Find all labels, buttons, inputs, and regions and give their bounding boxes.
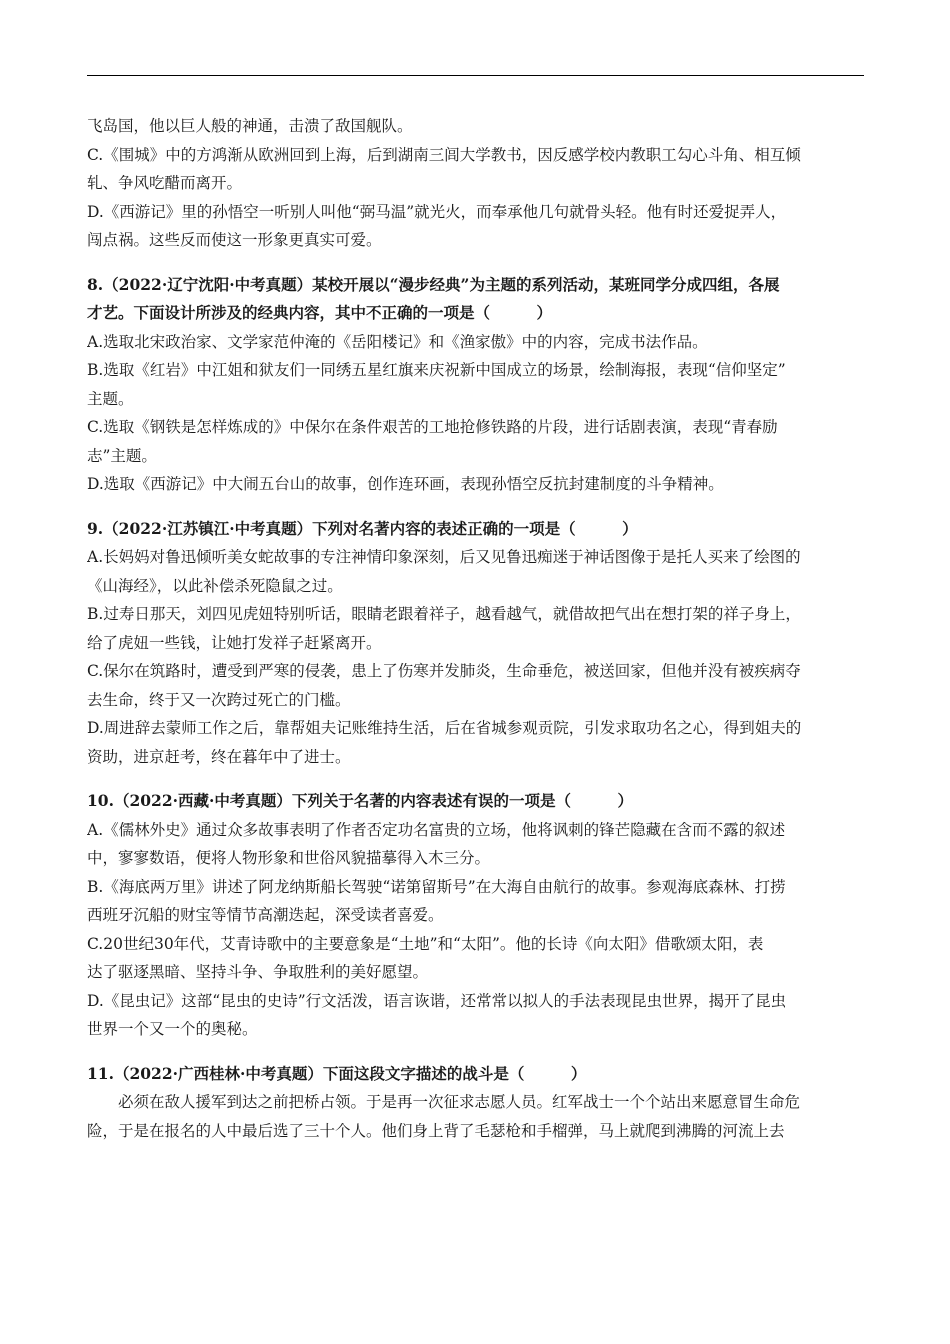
text-line: 资助，进京赶考，终在暮年中了进士。 [87,747,351,766]
text-line: 飞岛国，他以巨人般的神通，击溃了敌国舰队。 [87,117,413,135]
question-title: 11.（2022·广西桂林·中考真题）下面这段文字描述的战斗是（ ） [87,1063,587,1083]
option-b: B.选取《红岩》中江姐和狱友们一同绣五星红旗来庆祝新中国成立的场景，绘制海报，表现“信仰坚定” [87,361,786,379]
option-b: B.《海底两万里》讲述了阿龙纳斯船长驾驶“诺第留斯号”在大海自由航行的故事。参观海底森林、打捞 [87,877,786,896]
option-d: D.《昆虫记》这部“昆虫的史诗”行文活泼，语言诙谐，还常常以拟人的手法表现昆虫世界，揭开了昆虫 [87,991,787,1010]
passage-line: 必须在敌人援军到达之前把桥占领。于是再一次征求志愿人员。红军战士一个个站出来愿意冒生命危 [118,1093,801,1111]
option-d: D.周进辞去蒙师工作之后，靠帮姐夫记账维持生活，后在省城参观贡院，引发求取功名之心，得到姐夫的 [87,719,802,737]
title-text: 的一项是（ ） [498,518,638,538]
header-rule [87,75,864,76]
question-title [87,515,864,544]
text-line: 《山海经》，以此补偿杀死隐鼠之过。 [87,576,343,595]
option-a: A.长妈妈对鲁迅倾听美女蛇故事的专注神情印象深刻，后又见鲁迅痴迷于神话图像于是托人买来了绘图的 [87,548,801,566]
question-title: 8.（2022·辽宁沈阳·中考真题）某校开展以“漫步经典”为主题的系列活动，某班同学分成四组，各展 [87,274,780,294]
emphasis-char: 误 [477,791,494,810]
question-title: 才艺。下面设计所涉及的经典内容，其中不正确的一项是（ ） [87,303,553,322]
option-c: C.20世纪30年代，艾青诗歌中的主要意象是“土地”和“太阳”。他的长诗《向太阳》借歌颂太阳，表 [87,934,764,953]
text-line: 主题。 [87,389,134,408]
question-9 [87,515,864,772]
text-line: 轧、争风吃醋而离开。 [87,174,243,192]
emphasis-char: 有 [462,791,478,810]
text-line: 达了驱逐黑暗、坚持斗争、争取胜利的美好愿望。 [87,963,429,981]
text-line: 去生命，终于又一次跨过死亡的门槛。 [87,690,351,709]
question-title [87,787,864,816]
option-a: A.《儒林外史》通过众多故事表明了作者否定功名富贵的立场，他将讽刺的锋芒隐藏在含而不露的叙述 [87,820,786,839]
text-line: 给了虎妞一些钱，让她打发祥子赶紧离开。 [87,633,382,652]
title-text: 9.（2022·江苏镇江·中考真题）下列对名著内容的表述 [87,518,468,538]
passage-line: 险，于是在报名的人中最后选了三十个人。他们身上背了毛瑟枪和手榴弹，马上就爬到沸腾的河流上去 [87,1121,785,1140]
option-c: C.《围城》中的方鸿渐从欧洲回到上海，后到湖南三闾大学教书，因反感学校内教职工勾心斗角、相互倾 [87,145,801,164]
option-d: D.选取《西游记》中大闹五台山的故事，创作连环画，表现孙悟空反抗封建制度的斗争精神。 [87,475,724,493]
page-content [87,112,864,1145]
text-line: 闯点祸。这些反而使这一形象更真实可爱。 [87,231,382,249]
option-c: C.保尔在筑路时，遭受到严寒的侵袭，患上了伤寒并发肺炎，生命垂危，被送回家，但他并没有被疾病夺 [87,662,801,680]
question-11 [87,1060,864,1146]
question-10 [87,787,864,1044]
question-8 [87,271,864,499]
text-line: 世界一个又一个的奥秘。 [87,1020,258,1038]
text-line: 西班牙沉船的财宝等情节高潮迭起，深受读者喜爱。 [87,906,444,924]
text-line: 中，寥寥数语，便将人物形象和世俗风貌描摹得入木三分。 [87,849,491,867]
previous-question-continuation [87,112,864,255]
emphasis-char: 确 [482,518,499,538]
text-line: 志”主题。 [87,446,157,465]
option-a: A.选取北宋政治家、文学家范仲淹的《岳阳楼记》和《渔家傲》中的内容，完成书法作品。 [87,332,708,351]
title-text: 10.（2022·西藏·中考真题）下列关于名著的内容表述 [87,791,463,810]
emphasis-char: 正 [467,518,483,538]
option-d: D.《西游记》里的孙悟空一听别人叫他“弼马温”就光火，而奉承他几句就骨头轻。他有时还爱捉弄人， [87,202,787,221]
option-c: C.选取《钢铁是怎样炼成的》中保尔在条件艰苦的工地抢修铁路的片段，进行话剧表演，表现“青春励 [87,418,778,436]
title-text: 的一项是（ ） [493,791,633,810]
option-b: B.过寿日那天，刘四见虎妞特别听话，眼睛老跟着祥子，越看越气，就借故把气出在想打架的祥子身上， [87,605,801,623]
